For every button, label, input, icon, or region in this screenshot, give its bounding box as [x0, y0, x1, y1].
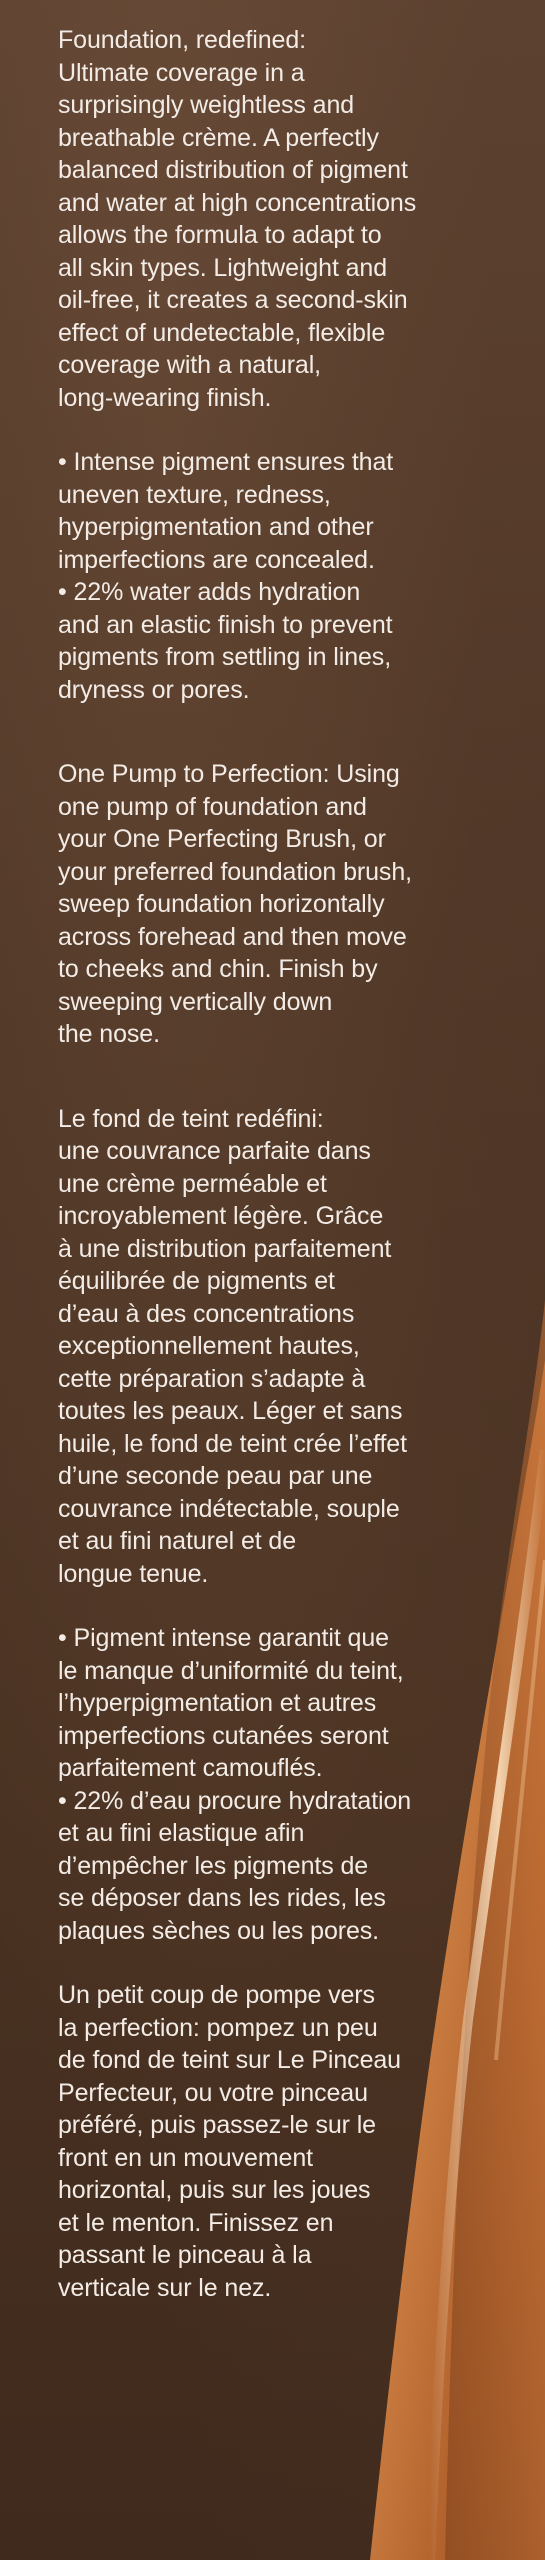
- spacer: [58, 1051, 498, 1103]
- french-benefits: • Pigment intense garantit que le manque d’uniformité du teint, l’hyperpigmentation et autres imperfections cutanées seront parfaitement camouflés. • 22% d’eau procure hydratation et au fini elastique afin d’empêcher les pigments de se déposer dans les rides, les plaques sèches ou les pores.: [58, 1624, 412, 1945]
- english-benefits: • Intense pigment ensures that uneven texture, redness, hyperpigmentation and other imperfections are concealed. • 22% water adds hydration and an elastic finish to prevent pigments from settling in lines, dryness or pores.: [58, 448, 394, 704]
- spacer: [58, 1947, 498, 1979]
- product-copy: [58, 24, 498, 2304]
- spacer: [58, 706, 498, 758]
- spacer: [58, 1590, 498, 1622]
- english-description: Foundation, redefined: Ultimate coverage in a surprisingly weightless and breathable crème. A perfectly balanced distribution of pigment and water at high concentrations allows the formula to adapt to all skin types. Lightweight and oil-free, it creates a second-skin effect of undetectable, flexible coverage with a natural, long-wearing finish.: [58, 26, 417, 412]
- english-application: One Pump to Perfection: Using one pump of foundation and your One Perfecting Brush, or your preferred foundation brush, sweep foundation horizontally across forehead and then move to cheeks and chin. Finish by sweeping vertically down the nose.: [58, 760, 412, 1048]
- french-description: Le fond de teint redéfini: une couvrance parfaite dans une crème perméable et incroyablement légère. Grâce à une distribution parfaitement équilibrée de pigments et d’eau à des concentrations exceptionnellement hautes, cette préparation s’adapte à toutes les peaux. Léger et sans huile, le fond de teint crée l’effet d’une seconde peau par une couvrance indétectable, souple et au fini naturel et de longue tenue.: [58, 1104, 407, 1588]
- spacer: [58, 414, 498, 446]
- french-application: Un petit coup de pompe vers la perfection: pompez un peu de fond de teint sur Le Pinceau Perfecteur, ou votre pinceau préféré, puis passez-le sur le front en un mouvement horizontal, puis sur les joues et le menton. Finissez en passant le pinceau à la verticale sur le nez.: [58, 1981, 401, 2302]
